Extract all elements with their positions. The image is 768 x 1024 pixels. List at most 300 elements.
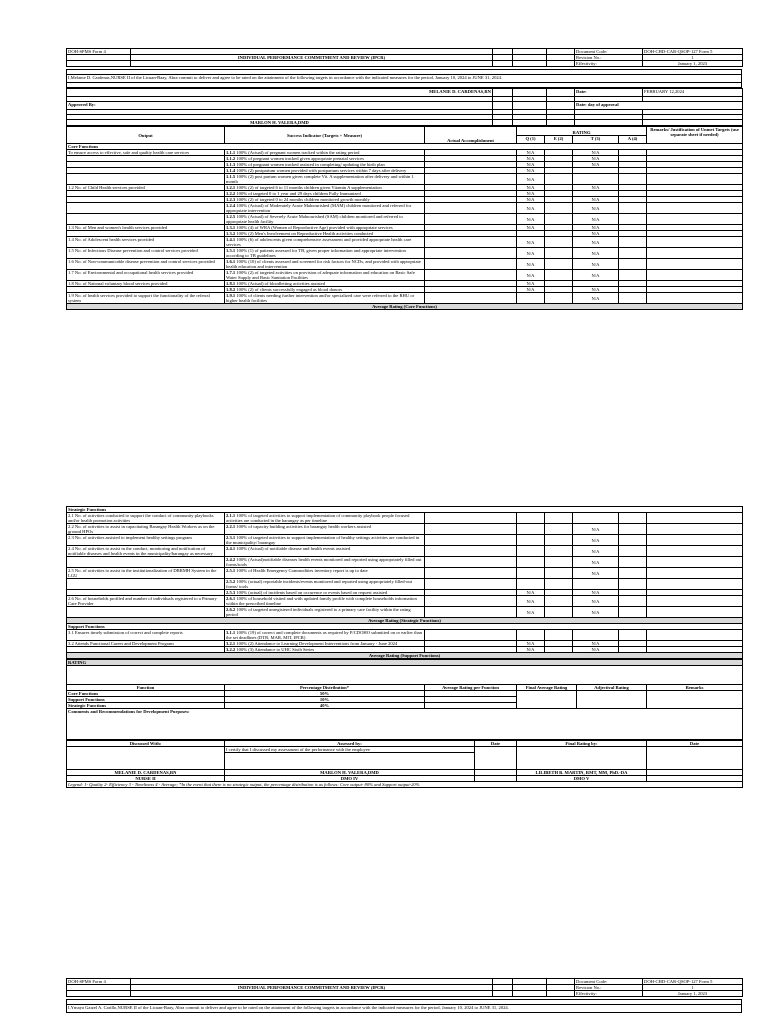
core-indicator-text: 100% (2) of targeted 6 to 11 months children given Vitamin A supplementation — [236, 185, 382, 190]
core-actual — [425, 270, 517, 281]
core-q: N/A — [517, 168, 545, 174]
core-e — [545, 248, 573, 259]
support-a — [619, 630, 647, 641]
strategic-output: 2.4 No. of activities to assist in the conduct, monitoring and notification of notifiable diseases and health events in the municipality/barangay as necessary — [67, 546, 225, 557]
core-t: N/A — [573, 248, 619, 259]
legend-text: Legend: 1- Quality 2- Efficiency 3 - Timeliness 4 - Average; *In the event that there is no strategic output, the percentage distribution is as follows: Core output- 80% and Support output-20% — [67, 782, 743, 788]
support-t — [573, 630, 619, 641]
core-e — [545, 293, 573, 304]
core-indicator-text: 100% (2) of targeted 0 to 24 months children monitored growth monthly — [236, 197, 370, 202]
core-indicator — [225, 237, 425, 248]
signer-position-3: DMO V — [517, 776, 647, 782]
strategic-q — [517, 557, 545, 568]
core-indicator-text: 100% (1) of patients assessed for TB, given proper information and appropriate intervention according to TB guidelines — [226, 248, 406, 258]
core-a — [619, 203, 647, 214]
signer-position-2: DMO IV — [225, 776, 475, 782]
core-indicator-number: 1.3.1 — [226, 225, 236, 230]
strategic-indicator-number: 2.5.2 — [226, 579, 236, 584]
strategic-actual — [425, 535, 517, 546]
avg-support-label: Average Rating (Support Functions) — [67, 653, 743, 659]
core-e — [545, 237, 573, 248]
core-indicator — [225, 259, 425, 270]
form-number-2: DOH-SPMS Form 4 — [67, 979, 131, 985]
strategic-output: 2.5 No. of activities to assist in the institutionalization of DRRMH System in the LGU — [67, 568, 225, 579]
core-e — [545, 203, 573, 214]
strategic-actual — [425, 568, 517, 579]
strategic-actual — [425, 513, 517, 524]
strategic-q: N/A — [517, 607, 545, 618]
support-row — [67, 630, 743, 641]
ipcr-page-2 — [66, 506, 742, 788]
signer-table — [66, 88, 743, 126]
strategic-t: N/A — [573, 546, 619, 557]
ipcr-page-3 — [66, 978, 742, 1013]
core-q: N/A — [517, 287, 545, 293]
strategic-remarks — [647, 546, 743, 557]
core-indicator-text: 100% of targeted 0 to 1 year and 29 days children Fully Immunized — [236, 191, 361, 196]
strategic-indicator-text: 100% of capacity building activities for barangay health workers assisted — [236, 524, 371, 529]
strategic-remarks — [647, 513, 743, 524]
core-actual — [425, 293, 517, 304]
core-row — [67, 203, 743, 214]
strategic-q: N/A — [517, 590, 545, 596]
core-a — [619, 214, 647, 225]
approver-name: MARLON H. VALERA,DMD — [67, 120, 493, 126]
strategic-remarks — [647, 579, 743, 590]
core-q: N/A — [517, 203, 545, 214]
strategic-a — [619, 513, 647, 524]
core-t: N/A — [573, 231, 619, 237]
core-indicator-text: 100% (2) of targeted activities on provision of adequate information and education on Basic Safe Water Supply and Basic Sanitation Facilities — [226, 270, 415, 280]
core-remarks — [647, 293, 743, 304]
core-indicator-text: 100% (2) post partum women given complete Vit. A supplementation after delivery and within 1 month — [226, 174, 414, 184]
date-label: Date: — [575, 89, 643, 97]
support-indicator-text: 100% (3) Attendance to UHC Sixth Series — [236, 647, 315, 652]
core-indicator-number: 1.1.3 — [226, 162, 236, 167]
core-t: N/A — [573, 293, 619, 304]
core-remarks — [647, 248, 743, 259]
support-t: N/A — [573, 647, 619, 653]
strategic-functions-label: Strategic Functions — [67, 507, 743, 513]
strategic-row — [67, 579, 743, 590]
strategic-a — [619, 535, 647, 546]
core-t — [573, 174, 619, 185]
strategic-e — [545, 596, 573, 607]
core-e — [545, 259, 573, 270]
core-q: N/A — [517, 197, 545, 203]
strategic-indicator-number: 2.5.1 — [226, 568, 236, 573]
support-indicator-number: 3.1.1 — [226, 630, 236, 635]
core-indicator-text: 100% of clients needing further intervention and/or specialized care were referred to the RHU or higher health facilities — [226, 293, 415, 303]
core-output: 1.2 No. of Child Health services provided — [67, 185, 225, 191]
core-actual — [425, 214, 517, 225]
core-indicator-number: 1.6.1 — [226, 259, 236, 264]
form-number: DOH-SPMS Form 4 — [67, 49, 131, 55]
support-output: 3.2 Attends Functional Career and Development Program — [67, 641, 225, 647]
core-indicator-number: 1.2.2 — [226, 191, 236, 196]
strategic-q — [517, 579, 545, 590]
core-row — [67, 237, 743, 248]
core-functions-label: Core Functions — [67, 144, 743, 150]
strategic-indicator — [225, 546, 425, 557]
certify-statement: I certify that I discussed my assessment of the performance with the employee — [225, 747, 475, 753]
core-remarks — [647, 174, 743, 185]
support-indicator-text: 100% (19) of correct and complete documents as required by P/CDOHO submitted on or earlier than the set deadlines (DTR, MAR, MIT, IPCR) — [226, 630, 422, 640]
core-output: 1.6 No. of Non-communicable disease prevention and control services provided — [67, 259, 225, 270]
strategic-indicator-number: 2.4.2 — [226, 557, 236, 562]
core-output: 1.5 No. of Infectious Disease prevention and control services provided — [67, 248, 225, 259]
core-indicator-text: 100% of pregnant women tracked given appropriate prenatal services — [236, 156, 364, 161]
strategic-output — [67, 607, 225, 618]
support-q: N/A — [517, 641, 545, 647]
strategic-indicator-text: 100% of targeted unregistered individuals registered to a primary care facility within the rating period — [226, 607, 411, 617]
support-remarks — [647, 630, 743, 641]
col-rating: RATING — [517, 127, 647, 136]
core-indicator-number: 1.3.2 — [226, 231, 236, 236]
strategic-indicator-text: 100% (actual) of incidents based on occurence or events based on request assisted — [236, 590, 388, 595]
strategic-remarks — [647, 557, 743, 568]
core-t: N/A — [573, 203, 619, 214]
strategic-remarks — [647, 596, 743, 607]
effectivity-value-2: January 1, 2023 — [643, 991, 743, 997]
strategic-q — [517, 535, 545, 546]
core-actual — [425, 259, 517, 270]
strategic-e — [545, 546, 573, 557]
col-output: Output — [67, 127, 225, 144]
doc-code-label-2: Document Code: — [575, 979, 643, 985]
strategic-e — [545, 524, 573, 535]
strategic-output: 2.1 No. of activities conducted to support the conduct of community playbooks and/or health promotion activities — [67, 513, 225, 524]
support-actual — [425, 630, 517, 641]
strategic-indicator-text: 100% of targeted activities to support implementation of community playbook people focused activities are conducted in the barangay as per timeline — [226, 513, 410, 523]
support-output: 3.1 Ensures timely submission of correct and complete reports — [67, 630, 225, 641]
strategic-t: N/A — [573, 535, 619, 546]
strategic-remarks — [647, 607, 743, 618]
strategic-indicator — [225, 524, 425, 535]
core-rows — [67, 150, 743, 304]
strategic-indicator-text: 100% of Health Emergency Commodities inventory report is up to date — [236, 568, 368, 573]
summary-strategic-pct: 40% — [225, 703, 425, 709]
strategic-row — [67, 557, 743, 568]
commitment-statement: I,Melanie D. Cardenas,NURSE II of the Licuan-Baay, Abra commit to deliver and agree to be rated on the attainment of the following targets in accordance with the indicated measures for the period, January 10, 2024 to JUNE 31, 2024. — [67, 75, 742, 83]
effectivity-label: Effectivity: — [575, 61, 643, 67]
strategic-output: 2.6 No. of households profiled and number of individuals registered to a Primary Care Provider — [67, 596, 225, 607]
core-indicator-text: 100% of pregnant women tracked assisted in completing/ updating the birth plan — [236, 162, 385, 167]
strategic-t: N/A — [573, 524, 619, 535]
core-remarks — [647, 259, 743, 270]
core-indicator-text: 100% (6) of adolescents given comprehensive assessment and provided appropriate health care services — [226, 237, 412, 247]
strategic-indicator — [225, 568, 425, 579]
core-indicator-number: 1.7.1 — [226, 270, 236, 275]
core-row — [67, 214, 743, 225]
core-remarks — [647, 214, 743, 225]
core-indicator-text: 100% (2) postpartum women provided with postpartum services within 7 days after delivery — [236, 168, 407, 173]
core-t: N/A — [573, 156, 619, 162]
strategic-row — [67, 524, 743, 535]
core-q: N/A — [517, 237, 545, 248]
core-t: N/A — [573, 270, 619, 281]
effectivity-value: January 1, 2023 — [643, 61, 743, 67]
strategic-indicator-number: 2.2.1 — [226, 524, 236, 529]
core-indicator-number: 1.4.1 — [226, 237, 236, 242]
col-remarks: Remarks/ Justification of Unmet Targets (use separate sheet if needed) — [647, 127, 743, 144]
core-a — [619, 248, 647, 259]
core-actual — [425, 174, 517, 185]
core-indicator-number: 1.8.2 — [226, 287, 236, 292]
form-title: INDIVIDUAL PERFORMANCE COMMITMENT AND REVIEW (IPCR) — [131, 55, 493, 61]
core-t: N/A — [573, 197, 619, 203]
core-a — [619, 237, 647, 248]
core-a — [619, 174, 647, 185]
strategic-actual — [425, 557, 517, 568]
effectivity-label-2: Effectivity: — [575, 991, 643, 997]
summary-col-remarks: Remarks — [647, 685, 743, 691]
core-q: N/A — [517, 185, 545, 191]
summary-col-final: Final Average Rating — [517, 685, 577, 691]
revision-label-2: Revision No.: — [575, 985, 643, 991]
core-t: N/A — [573, 185, 619, 191]
core-remarks — [647, 237, 743, 248]
strategic-q — [517, 513, 545, 524]
strategic-e — [545, 568, 573, 579]
core-t: N/A — [573, 162, 619, 168]
core-indicator — [225, 168, 425, 174]
doc-code-value-2: DOH-CHD-CAR-QSOP-127 Form 5 — [643, 979, 743, 985]
core-indicator-number: 1.1.2 — [226, 156, 236, 161]
summary-table — [66, 659, 743, 740]
strategic-indicator-text: 100% (Actual)notifiable diseases health events monitored and reported using appropriately filled out forms/tools — [226, 557, 422, 567]
revision-value-2: 1 — [643, 985, 743, 991]
summary-col-avg: Average Rating per Function — [425, 685, 517, 691]
core-q: N/A — [517, 225, 545, 231]
core-q: N/A — [517, 156, 545, 162]
core-indicator — [225, 174, 425, 185]
avg-core-label: Average Rating (Core Functions) — [67, 304, 743, 310]
col-indicator: Success Indicator (Targets + Measure) — [225, 127, 425, 144]
signer-name-3: LILIBETH B. MARTIN, RMT, MM, PhD.-DA — [517, 770, 647, 776]
approval-date-label: Date: day of approval — [575, 102, 743, 110]
support-indicator — [225, 641, 425, 647]
strategic-indicator-number: 2.1.1 — [226, 513, 236, 518]
core-output — [67, 214, 225, 225]
col-q: Q (1) — [517, 135, 545, 144]
core-indicator-number: 1.5.1 — [226, 248, 236, 253]
strategic-indicator-text: 100% of household visited and with updated family profile with complete households information within the prescribed timeline — [226, 596, 417, 606]
sig-date-label-2: Date — [647, 741, 743, 747]
core-actual — [425, 203, 517, 214]
commitment-statement-2: I,Ymaya Gaizel A. Carillo,NURSE II of the Licuan-Baay, Abra commit to deliver and agree to be rated on the attainment of the following targets in accordance with the indicated measures for the period, January 10, 2024 to JUNE 31, 2024. — [67, 1005, 742, 1013]
strategic-actual — [425, 524, 517, 535]
doc-code-label: Document Code: — [575, 49, 643, 55]
strategic-t: N/A — [573, 557, 619, 568]
core-output: To ensure access to effective, safe and quality health care services — [67, 150, 225, 156]
support-indicator — [225, 630, 425, 641]
core-output — [67, 203, 225, 214]
strategic-row — [67, 607, 743, 618]
strategic-indicator — [225, 557, 425, 568]
core-a — [619, 259, 647, 270]
signer-name-2: MARLON H. VALERA,DMD — [225, 770, 475, 776]
strategic-t — [573, 513, 619, 524]
strategic-a — [619, 607, 647, 618]
core-output: 1.8 No. of National voluntary blood services provided — [67, 281, 225, 287]
summary-row-support: Support Functions — [67, 697, 225, 703]
col-t: T (3) — [573, 135, 619, 144]
strategic-e — [545, 535, 573, 546]
strategic-functions-table — [66, 506, 743, 659]
strategic-indicator — [225, 596, 425, 607]
core-indicator-text: 100% (Actual) of Severely Acute Malnourished (SAM) children monitored and referred to appropriate health facility — [226, 214, 403, 224]
core-t: N/A — [573, 237, 619, 248]
support-indicator-text: 100% (2) Attendance to Learning Development Interventions from January - June 2024 — [236, 641, 398, 646]
core-indicator-text: 100% (2) Men's Involvement on Reproductive Health activities conducted — [236, 231, 373, 236]
strategic-row — [67, 568, 743, 579]
core-actual — [425, 237, 517, 248]
summary-col-function: Function — [67, 685, 225, 691]
core-remarks — [647, 203, 743, 214]
ipcr-page-1 — [66, 48, 742, 310]
core-q: N/A — [517, 191, 545, 197]
strategic-t: N/A — [573, 607, 619, 618]
strategic-e — [545, 513, 573, 524]
signer-name-1: MELANIE D. CARDENAS,RN — [67, 770, 225, 776]
strategic-rows — [67, 513, 743, 618]
core-indicator-number: 1.8.1 — [226, 281, 236, 286]
core-indicator — [225, 214, 425, 225]
core-t: N/A — [573, 225, 619, 231]
core-e — [545, 174, 573, 185]
comments-label: Comments and Recommendations for Development Purposes: — [67, 709, 743, 734]
strategic-q — [517, 546, 545, 557]
col-actual: Actual Accomplishment — [425, 127, 517, 144]
strategic-a — [619, 546, 647, 557]
strategic-indicator — [225, 513, 425, 524]
summary-rating-label: RATING — [67, 660, 743, 666]
core-output — [67, 174, 225, 185]
strategic-a — [619, 568, 647, 579]
core-indicator-text: 100% (2) of clients successfully engaged as blood donors — [236, 287, 342, 292]
core-a — [619, 270, 647, 281]
core-actual — [425, 248, 517, 259]
core-q: N/A — [517, 270, 545, 281]
core-q: N/A — [517, 150, 545, 156]
core-indicator-text: 100% (Actual) of Moderately Acute Malnourished (MAM) children monitored and referred for appropriate intervention — [226, 203, 412, 213]
core-indicator-number: 1.2.4 — [226, 203, 236, 208]
core-q: N/A — [517, 214, 545, 225]
col-e: E (2) — [545, 135, 573, 144]
core-indicator — [225, 293, 425, 304]
support-q — [517, 630, 545, 641]
strategic-remarks — [647, 524, 743, 535]
core-functions-table — [66, 126, 743, 310]
summary-col-distribution: Percentage Distribution* — [225, 685, 425, 691]
core-output: 1.3 No. of Men and women's health services provided — [67, 225, 225, 231]
ratee-name: MELANIE D. CARDENAS,RN — [67, 89, 493, 97]
core-a — [619, 293, 647, 304]
core-q — [517, 293, 545, 304]
core-indicator-number: 1.1.1 — [226, 150, 236, 155]
summary-core-pct: 50% — [225, 691, 425, 697]
form-title-2: INDIVIDUAL PERFORMANCE COMMITMENT AND REVIEW (IPCR) — [131, 985, 493, 991]
strategic-t: N/A — [573, 568, 619, 579]
strategic-remarks — [647, 568, 743, 579]
strategic-actual — [425, 546, 517, 557]
strategic-t — [573, 579, 619, 590]
core-q: N/A — [517, 259, 545, 270]
strategic-row — [67, 535, 743, 546]
strategic-indicator-number: 2.6.2 — [226, 607, 236, 612]
summary-col-adjectival: Adjectival Rating — [577, 685, 647, 691]
approved-by-label: Approved By: — [67, 102, 493, 110]
strategic-q — [517, 524, 545, 535]
core-indicator — [225, 248, 425, 259]
ipcr-header-table-2 — [66, 978, 743, 997]
support-t: N/A — [573, 641, 619, 647]
core-row — [67, 248, 743, 259]
core-indicator-number: 1.9.1 — [226, 293, 236, 298]
core-output: 1.9 No. of health services provided to support the functionality of the referral system — [67, 293, 225, 304]
support-indicator-number: 3.2.1 — [226, 641, 236, 646]
strategic-indicator-number: 2.5.3 — [226, 590, 236, 595]
core-t: N/A — [573, 259, 619, 270]
core-row — [67, 293, 743, 304]
core-indicator-text: 100% (Actual) of pregnant women tracked within the rating period — [236, 150, 360, 155]
doc-code-value: DOH-CHD-CAR-QSOP-127 Form 5 — [643, 49, 743, 55]
core-row — [67, 259, 743, 270]
strategic-indicator — [225, 579, 425, 590]
summary-support-pct: 10% — [225, 697, 425, 703]
summary-row-core: Core Functions — [67, 691, 225, 697]
core-q: N/A — [517, 248, 545, 259]
core-indicator — [225, 270, 425, 281]
core-indicator-text: 100% (10) of clients assessed and screened for risk factors for NCDs, and provided with appropriate health education and intervention — [226, 259, 421, 269]
revision-label: Revision No.: — [575, 55, 643, 61]
strategic-indicator-number: 2.4.1 — [226, 546, 236, 551]
strategic-indicator-number: 2.6.1 — [226, 596, 236, 601]
core-remarks — [647, 270, 743, 281]
ipcr-header-table — [66, 48, 743, 67]
core-e — [545, 270, 573, 281]
core-t: N/A — [573, 150, 619, 156]
col-a: A (4) — [619, 135, 647, 144]
support-rows — [67, 630, 743, 653]
final-rating-label: Final Rating by: — [517, 741, 647, 747]
core-indicator — [225, 203, 425, 214]
strategic-e — [545, 557, 573, 568]
core-t: N/A — [573, 214, 619, 225]
commitment-table-2 — [66, 999, 742, 1013]
strategic-row — [67, 546, 743, 557]
strategic-output: 2.2 No. of activities to assist in capacitating Barangay Health Workers as on the ground HPOs — [67, 524, 225, 535]
revision-value: 1 — [643, 55, 743, 61]
strategic-indicator-number: 2.3.1 — [226, 535, 236, 540]
strategic-t: N/A — [573, 596, 619, 607]
core-indicator-number: 1.1.4 — [226, 168, 236, 173]
strategic-output — [67, 557, 225, 568]
core-output: 1.7 No. of Environmental and occupational health services provided — [67, 270, 225, 281]
core-q: N/A — [517, 174, 545, 185]
signature-table — [66, 740, 743, 788]
strategic-indicator-text: 100% (Actual) of notifiable disease and health events assisted — [236, 546, 351, 551]
sig-date-label-1: Date — [475, 741, 517, 747]
core-indicator-number: 1.1.5 — [226, 174, 236, 179]
core-e — [545, 214, 573, 225]
core-indicator-text: 100% (4) of WRA (Women of Reproductive Age) provided with appropriate services — [236, 225, 393, 230]
core-output: 1.4 No. of Adolescent health services provided — [67, 237, 225, 248]
assessed-by-label: Assessed by: — [225, 741, 475, 747]
core-indicator-text: 100% (Actual) of bloodletting activities assisted — [236, 281, 326, 286]
strategic-actual — [425, 607, 517, 618]
